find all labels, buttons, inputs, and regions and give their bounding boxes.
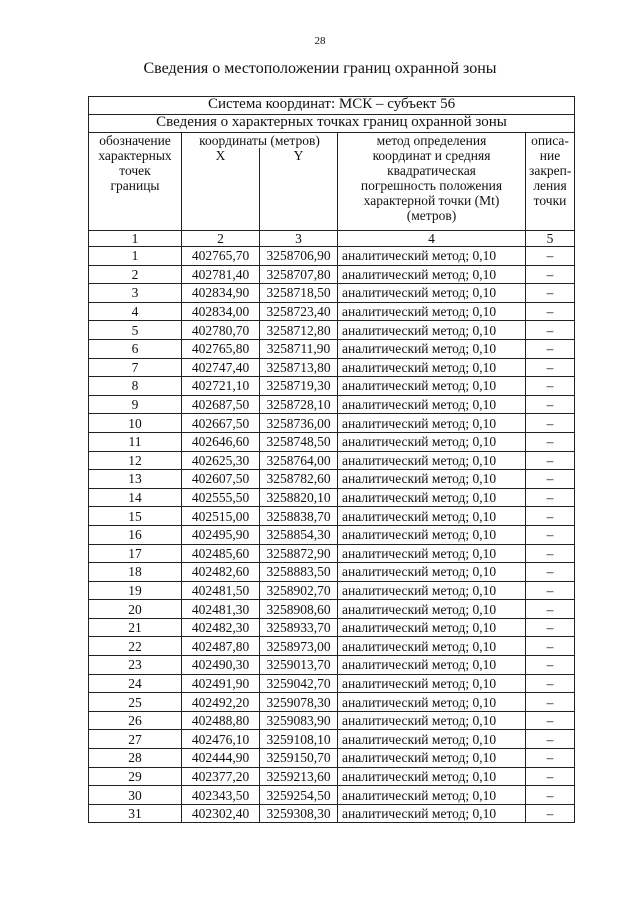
table-row	[89, 377, 575, 396]
description-cell: –	[526, 432, 575, 451]
header-coordinates: координаты (метров)	[182, 133, 338, 149]
x-coordinate-cell: 402481,50	[182, 581, 260, 600]
description-cell: –	[526, 395, 575, 414]
point-number-cell: 23	[89, 656, 182, 675]
table-row	[89, 321, 575, 340]
method-cell: аналитический метод; 0,10	[338, 432, 526, 451]
x-coordinate-cell: 402476,10	[182, 730, 260, 749]
x-coordinate-cell: 402765,70	[182, 247, 260, 266]
x-coordinate-cell: 402765,80	[182, 339, 260, 358]
header-y: Y	[260, 148, 338, 231]
point-number-cell: 25	[89, 693, 182, 712]
point-number-cell: 8	[89, 377, 182, 396]
y-coordinate-cell: 3258872,90	[260, 544, 338, 563]
point-number-cell: 7	[89, 358, 182, 377]
point-number-cell: 31	[89, 804, 182, 823]
x-coordinate-cell: 402780,70	[182, 321, 260, 340]
description-cell: –	[526, 265, 575, 284]
y-coordinate-cell: 3258764,00	[260, 451, 338, 470]
x-coordinate-cell: 402607,50	[182, 470, 260, 489]
point-number-cell: 20	[89, 600, 182, 619]
description-cell: –	[526, 284, 575, 303]
point-number-cell: 30	[89, 786, 182, 805]
method-cell: аналитический метод; 0,10	[338, 470, 526, 489]
description-cell: –	[526, 637, 575, 656]
table-row	[89, 804, 575, 823]
description-cell: –	[526, 339, 575, 358]
column-number-row	[89, 231, 575, 247]
description-cell: –	[526, 247, 575, 266]
point-number-cell: 6	[89, 339, 182, 358]
description-cell: –	[526, 358, 575, 377]
table-row	[89, 730, 575, 749]
table-row	[89, 507, 575, 526]
y-coordinate-cell: 3258736,00	[260, 414, 338, 433]
table-row	[89, 339, 575, 358]
method-cell: аналитический метод; 0,10	[338, 488, 526, 507]
boundary-points-table	[88, 96, 575, 823]
table-row	[89, 432, 575, 451]
x-coordinate-cell: 402834,00	[182, 302, 260, 321]
table-row	[89, 767, 575, 786]
x-coordinate-cell: 402625,30	[182, 451, 260, 470]
method-cell: аналитический метод; 0,10	[338, 618, 526, 637]
table-row	[89, 358, 575, 377]
point-number-cell: 9	[89, 395, 182, 414]
table-row	[89, 395, 575, 414]
point-number-cell: 28	[89, 749, 182, 768]
point-number-cell: 14	[89, 488, 182, 507]
description-cell: –	[526, 563, 575, 582]
page-number: 28	[314, 35, 326, 47]
description-cell: –	[526, 767, 575, 786]
description-cell: –	[526, 581, 575, 600]
method-cell: аналитический метод; 0,10	[338, 544, 526, 563]
table-row	[89, 488, 575, 507]
x-coordinate-cell: 402515,00	[182, 507, 260, 526]
header-point-designation: обозначение характерных точек границы	[89, 133, 182, 231]
x-coordinate-cell: 402485,60	[182, 544, 260, 563]
point-number-cell: 17	[89, 544, 182, 563]
table-subtitle: Сведения о характерных точках границ охранной зоны	[89, 115, 575, 133]
table-row	[89, 247, 575, 266]
description-cell: –	[526, 711, 575, 730]
table-row	[89, 656, 575, 675]
x-coordinate-cell: 402490,30	[182, 656, 260, 675]
y-coordinate-cell: 3258719,30	[260, 377, 338, 396]
table-row	[89, 265, 575, 284]
method-cell: аналитический метод; 0,10	[338, 247, 526, 266]
method-cell: аналитический метод; 0,10	[338, 730, 526, 749]
document-title: Сведения о местоположении границ охранной зоны	[143, 60, 497, 77]
y-coordinate-cell: 3258711,90	[260, 339, 338, 358]
header-method: метод определения координат и средняя квадратическая погрешность положения характерной точки (Mt) (метров)	[338, 133, 526, 231]
coordinate-system-header: Система координат: МСК – субъект 56	[89, 97, 575, 115]
y-coordinate-cell: 3258838,70	[260, 507, 338, 526]
y-coordinate-cell: 3259042,70	[260, 674, 338, 693]
table-row	[89, 600, 575, 619]
table-row	[89, 749, 575, 768]
x-coordinate-cell: 402343,50	[182, 786, 260, 805]
y-coordinate-cell: 3258707,80	[260, 265, 338, 284]
description-cell: –	[526, 600, 575, 619]
y-coordinate-cell: 3258723,40	[260, 302, 338, 321]
method-cell: аналитический метод; 0,10	[338, 563, 526, 582]
point-number-cell: 13	[89, 470, 182, 489]
point-number-cell: 1	[89, 247, 182, 266]
y-coordinate-cell: 3259150,70	[260, 749, 338, 768]
point-number-cell: 5	[89, 321, 182, 340]
x-coordinate-cell: 402302,40	[182, 804, 260, 823]
x-coordinate-cell: 402377,20	[182, 767, 260, 786]
description-cell: –	[526, 749, 575, 768]
y-coordinate-cell: 3258782,60	[260, 470, 338, 489]
point-number-cell: 18	[89, 563, 182, 582]
y-coordinate-cell: 3259254,50	[260, 786, 338, 805]
y-coordinate-cell: 3259308,30	[260, 804, 338, 823]
description-cell: –	[526, 656, 575, 675]
point-number-cell: 29	[89, 767, 182, 786]
x-coordinate-cell: 402491,90	[182, 674, 260, 693]
y-coordinate-cell: 3258706,90	[260, 247, 338, 266]
point-number-cell: 19	[89, 581, 182, 600]
description-cell: –	[526, 674, 575, 693]
description-cell: –	[526, 693, 575, 712]
point-number-cell: 21	[89, 618, 182, 637]
method-cell: аналитический метод; 0,10	[338, 395, 526, 414]
column-number: 5	[526, 231, 575, 247]
method-cell: аналитический метод; 0,10	[338, 525, 526, 544]
x-coordinate-cell: 402781,40	[182, 265, 260, 284]
x-coordinate-cell: 402834,90	[182, 284, 260, 303]
x-coordinate-cell: 402495,90	[182, 525, 260, 544]
method-cell: аналитический метод; 0,10	[338, 321, 526, 340]
column-number: 4	[338, 231, 526, 247]
point-number-cell: 10	[89, 414, 182, 433]
y-coordinate-cell: 3259013,70	[260, 656, 338, 675]
point-number-cell: 16	[89, 525, 182, 544]
y-coordinate-cell: 3258854,30	[260, 525, 338, 544]
description-cell: –	[526, 507, 575, 526]
method-cell: аналитический метод; 0,10	[338, 302, 526, 321]
x-coordinate-cell: 402487,80	[182, 637, 260, 656]
y-coordinate-cell: 3258933,70	[260, 618, 338, 637]
method-cell: аналитический метод; 0,10	[338, 377, 526, 396]
description-cell: –	[526, 302, 575, 321]
y-coordinate-cell: 3258883,50	[260, 563, 338, 582]
header-description: описа- ние закреп- ления точки	[526, 133, 575, 231]
point-number-cell: 26	[89, 711, 182, 730]
description-cell: –	[526, 488, 575, 507]
method-cell: аналитический метод; 0,10	[338, 451, 526, 470]
y-coordinate-cell: 3258820,10	[260, 488, 338, 507]
x-coordinate-cell: 402687,50	[182, 395, 260, 414]
y-coordinate-cell: 3259078,30	[260, 693, 338, 712]
point-number-cell: 2	[89, 265, 182, 284]
y-coordinate-cell: 3258908,60	[260, 600, 338, 619]
column-number: 2	[182, 231, 260, 247]
x-coordinate-cell: 402747,40	[182, 358, 260, 377]
x-coordinate-cell: 402555,50	[182, 488, 260, 507]
y-coordinate-cell: 3258712,80	[260, 321, 338, 340]
description-cell: –	[526, 544, 575, 563]
x-coordinate-cell: 402667,50	[182, 414, 260, 433]
description-cell: –	[526, 321, 575, 340]
point-number-cell: 27	[89, 730, 182, 749]
description-cell: –	[526, 414, 575, 433]
description-cell: –	[526, 470, 575, 489]
table-row	[89, 711, 575, 730]
table-row	[89, 581, 575, 600]
y-coordinate-cell: 3258973,00	[260, 637, 338, 656]
method-cell: аналитический метод; 0,10	[338, 507, 526, 526]
y-coordinate-cell: 3258902,70	[260, 581, 338, 600]
table-row	[89, 618, 575, 637]
x-coordinate-cell: 402482,30	[182, 618, 260, 637]
x-coordinate-cell: 402481,30	[182, 600, 260, 619]
method-cell: аналитический метод; 0,10	[338, 284, 526, 303]
point-number-cell: 15	[89, 507, 182, 526]
x-coordinate-cell: 402488,80	[182, 711, 260, 730]
method-cell: аналитический метод; 0,10	[338, 637, 526, 656]
x-coordinate-cell: 402492,20	[182, 693, 260, 712]
point-number-cell: 24	[89, 674, 182, 693]
column-number: 1	[89, 231, 182, 247]
method-cell: аналитический метод; 0,10	[338, 693, 526, 712]
method-cell: аналитический метод; 0,10	[338, 600, 526, 619]
method-cell: аналитический метод; 0,10	[338, 804, 526, 823]
table-row	[89, 470, 575, 489]
point-number-cell: 22	[89, 637, 182, 656]
method-cell: аналитический метод; 0,10	[338, 358, 526, 377]
description-cell: –	[526, 618, 575, 637]
description-cell: –	[526, 525, 575, 544]
y-coordinate-cell: 3258713,80	[260, 358, 338, 377]
y-coordinate-cell: 3258748,50	[260, 432, 338, 451]
y-coordinate-cell: 3259083,90	[260, 711, 338, 730]
x-coordinate-cell: 402444,90	[182, 749, 260, 768]
table-row	[89, 786, 575, 805]
method-cell: аналитический метод; 0,10	[338, 581, 526, 600]
description-cell: –	[526, 377, 575, 396]
y-coordinate-cell: 3259213,60	[260, 767, 338, 786]
method-cell: аналитический метод; 0,10	[338, 674, 526, 693]
x-coordinate-cell: 402482,60	[182, 563, 260, 582]
table-row	[89, 284, 575, 303]
y-coordinate-cell: 3258728,10	[260, 395, 338, 414]
x-coordinate-cell: 402721,10	[182, 377, 260, 396]
y-coordinate-cell: 3259108,10	[260, 730, 338, 749]
method-cell: аналитический метод; 0,10	[338, 786, 526, 805]
table-row	[89, 637, 575, 656]
description-cell: –	[526, 730, 575, 749]
method-cell: аналитический метод; 0,10	[338, 414, 526, 433]
method-cell: аналитический метод; 0,10	[338, 339, 526, 358]
point-number-cell: 11	[89, 432, 182, 451]
method-cell: аналитический метод; 0,10	[338, 749, 526, 768]
table-row	[89, 414, 575, 433]
description-cell: –	[526, 804, 575, 823]
table-row	[89, 525, 575, 544]
table-row	[89, 451, 575, 470]
table-row	[89, 693, 575, 712]
method-cell: аналитический метод; 0,10	[338, 711, 526, 730]
y-coordinate-cell: 3258718,50	[260, 284, 338, 303]
point-number-cell: 4	[89, 302, 182, 321]
description-cell: –	[526, 786, 575, 805]
description-cell: –	[526, 451, 575, 470]
column-number: 3	[260, 231, 338, 247]
point-number-cell: 3	[89, 284, 182, 303]
method-cell: аналитический метод; 0,10	[338, 767, 526, 786]
method-cell: аналитический метод; 0,10	[338, 265, 526, 284]
table-row	[89, 563, 575, 582]
point-number-cell: 12	[89, 451, 182, 470]
table-row	[89, 302, 575, 321]
header-x: X	[182, 148, 260, 231]
x-coordinate-cell: 402646,60	[182, 432, 260, 451]
table-row	[89, 544, 575, 563]
method-cell: аналитический метод; 0,10	[338, 656, 526, 675]
table-row	[89, 674, 575, 693]
